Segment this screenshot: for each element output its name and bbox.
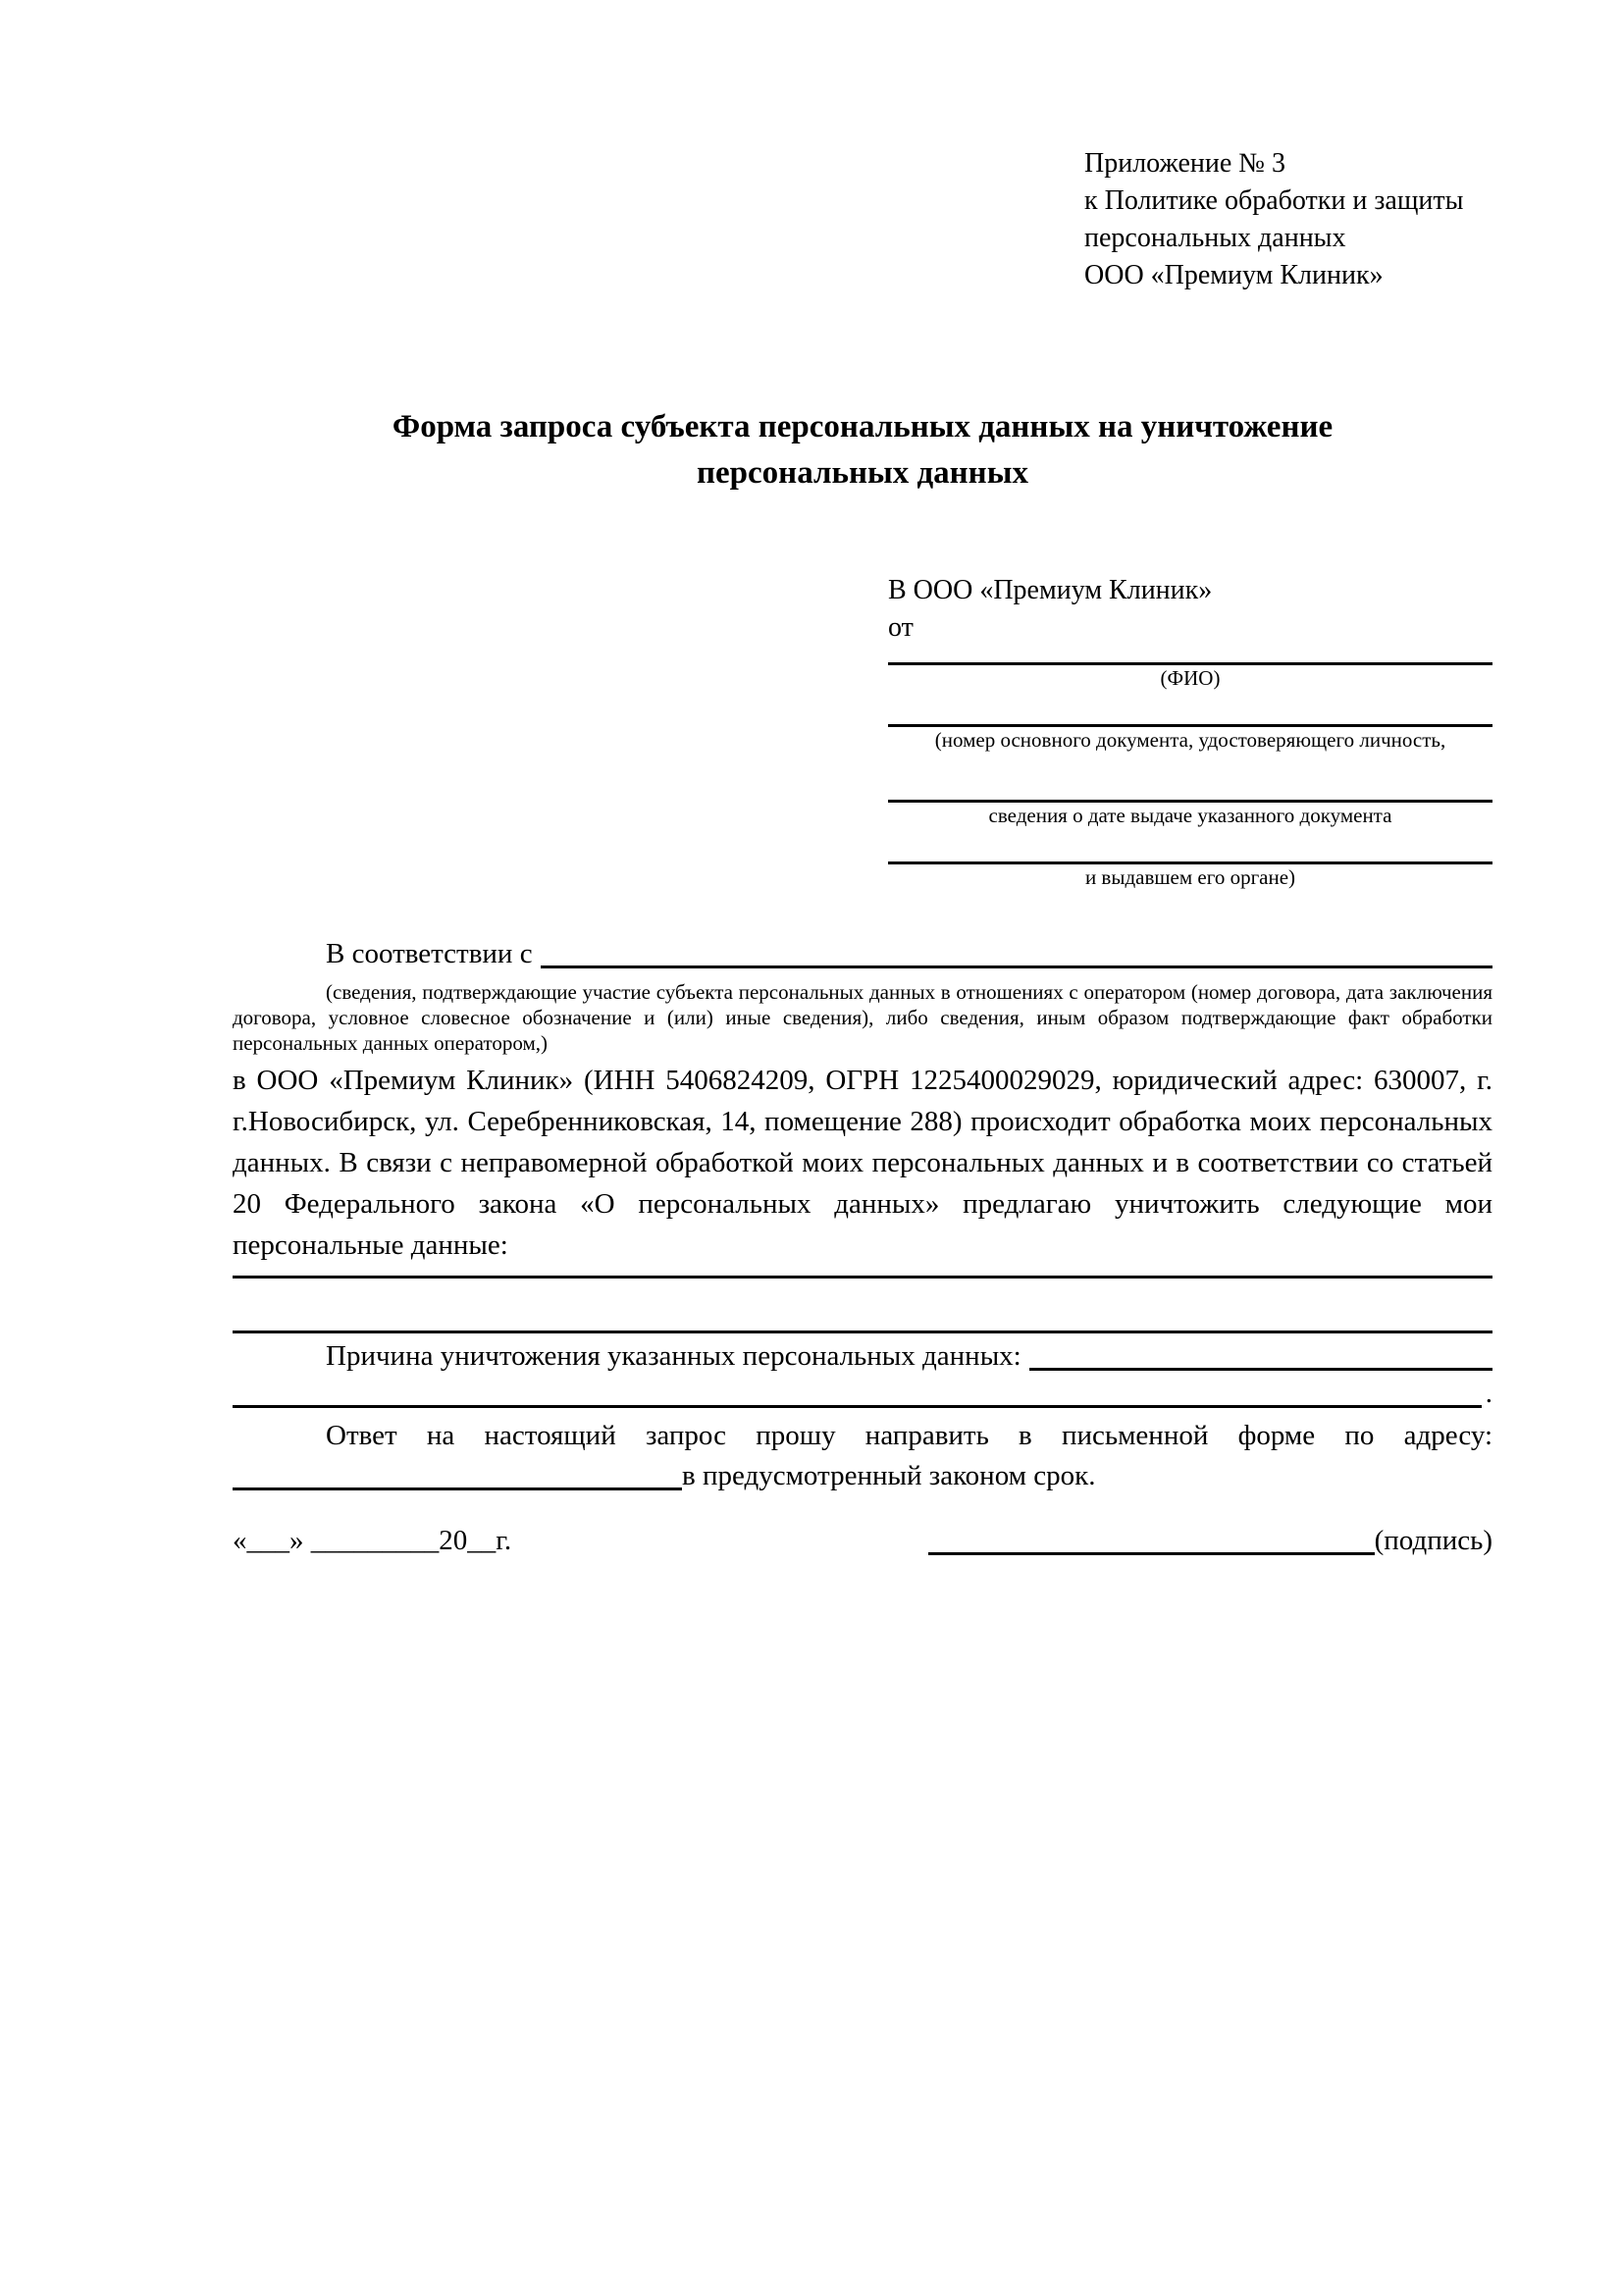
accordance-blank-line [541,965,1492,968]
signature-caption: (подпись) [1374,1525,1492,1556]
reason-blank-line [1029,1368,1492,1371]
reason-period: . [1485,1378,1492,1409]
document-number-caption: (номер основного документа, удостоверяющего личность, [934,728,1446,752]
signature-blank-line [928,1552,1375,1555]
accordance-note: (сведения, подтверждающие участие субъекта персональных данных в отношениях с оператором (номер договора, дата заключения договора, условное словесное обозначение и (или) иные сведения), либо сведения, иным образом подтверждающие факт обработки персональных данных оператором,) [233,980,1492,1055]
answer-tail-text: в предусмотренный законом срок. [682,1460,1096,1491]
date-line: «___» _________20__г. [233,1525,512,1556]
main-paragraph: в ООО «Премиум Клиник» (ИНН 5406824209, ОГРН 1225400029029, юридический адрес: 630007, г. г.Новосибирск, ул. Серебренниковская, 14, помещение 288) происходит обработка моих персональных данных. В связи с неправомерной обработкой моих персональных данных и в соответствии со статьей 20 Федерального закона «О персональных данных» предлагаю уничтожить следующие мои персональные данные: [233,1065,1492,1261]
addressee-from-label: от [888,612,914,643]
appendix-line: к Политике обработки и защиты [1084,185,1464,216]
reason-row [233,1336,1492,1376]
issuing-authority-caption: и выдавшем его органе) [1084,865,1296,889]
reason-continuation-row [233,1374,1492,1413]
page-title: Форма запроса субъекта персональных данных на уничтожение персональных данных [392,409,1334,491]
issue-date-caption: сведения о дате выдаче указанного документа [988,804,1392,827]
personal-data-blank-line-2 [233,1331,1492,1333]
answer-address-row [233,1456,1492,1495]
fio-caption: (ФИО) [1160,666,1221,690]
appendix-block [1084,145,1506,294]
accordance-lead: В соответствии с [326,938,533,969]
reason-blank-line-2 [233,1405,1482,1408]
appendix-line: Приложение № 3 [1084,148,1285,179]
personal-data-blank-line-1 [233,1276,1492,1278]
answer-paragraph: Ответ на настоящий запрос прошу направить в письменной форме по адресу: [326,1420,1492,1451]
addressee-block [888,572,1492,890]
reason-lead: Причина уничтожения указанных персональных данных: [326,1340,1021,1372]
signature-block [928,1521,1492,1560]
date-signature-row [233,1521,1492,1560]
addressee-to: В ООО «Премиум Клиник» [888,575,1213,605]
address-blank-line [233,1487,682,1490]
accordance-row [233,934,1492,973]
appendix-line: персональных данных [1084,223,1346,253]
appendix-line: ООО «Премиум Клиник» [1084,260,1384,290]
